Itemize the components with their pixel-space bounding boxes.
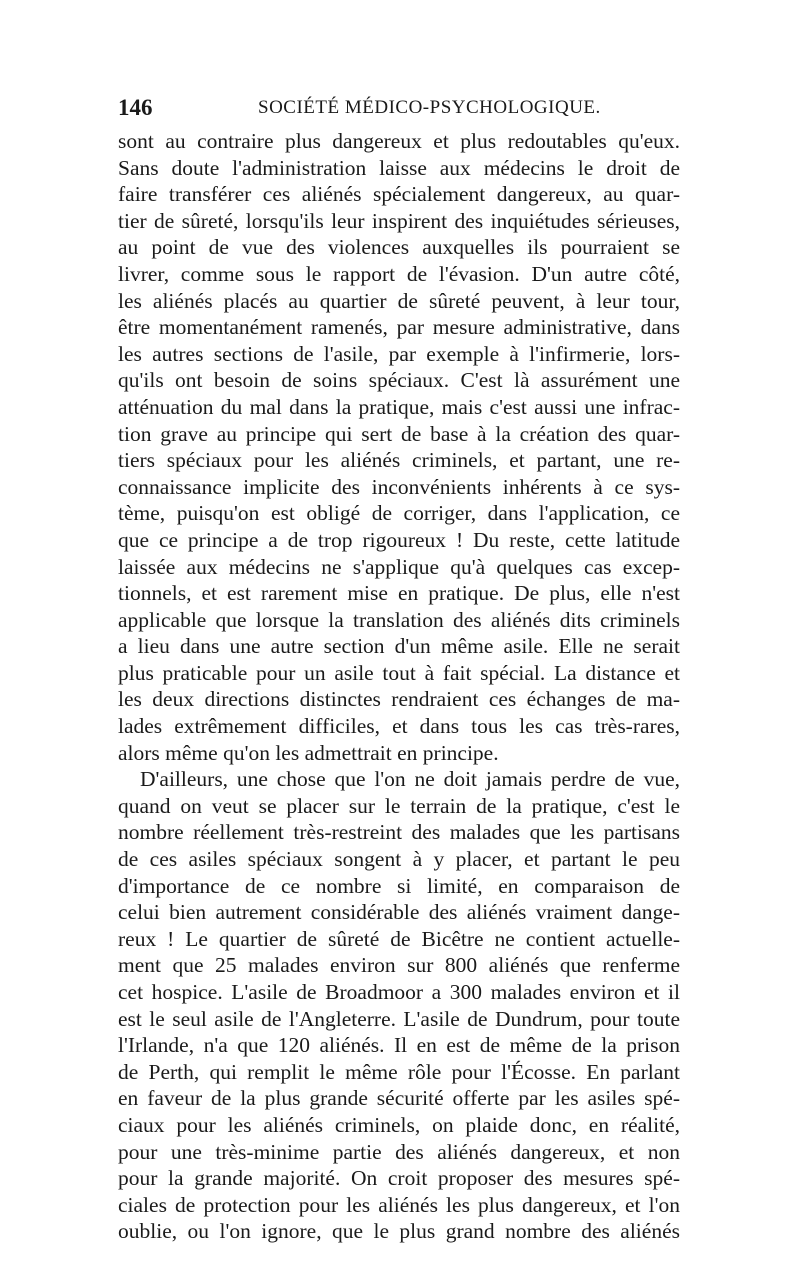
text-line: ciaux pour les aliénés criminels, on plaide donc, en réalité, xyxy=(118,1112,680,1137)
text-line: est le seul asile de l'Angleterre. L'asile de Dundrum, pour toute xyxy=(118,1006,680,1031)
text-line: ment que 25 malades environ sur 800 aliénés que renferme xyxy=(118,953,680,978)
text-line: plus praticable pour un asile tout à fait spécial. La distance et xyxy=(118,660,680,685)
text-line: de ces asiles spéciaux songent à y placer, et partant le peu xyxy=(118,847,680,872)
text-line: les autres sections de l'asile, par exemple à l'infirmerie, lors- xyxy=(118,341,680,366)
text-line: laissée aux médecins ne s'applique qu'à quelques cas excep- xyxy=(118,554,680,579)
text-line: quand on veut se placer sur le terrain de la pratique, c'est le xyxy=(118,793,680,818)
page-number: 146 xyxy=(118,95,153,120)
text-line: reux ! Le quartier de sûreté de Bicêtre ne contient actuelle- xyxy=(118,926,680,951)
running-head xyxy=(118,88,680,128)
text-line: d'importance de ce nombre si limité, en comparaison de xyxy=(118,873,680,898)
text-line: nombre réellement très-restreint des malades que les partisans xyxy=(118,820,680,845)
paragraph-2 xyxy=(118,766,680,1245)
text-line: être momentanément ramenés, par mesure administrative, dans xyxy=(118,315,680,340)
body-text xyxy=(118,128,680,1245)
text-line: Sans doute l'administration laisse aux médecins le droit de xyxy=(118,155,680,180)
text-line: atténuation du mal dans la pratique, mais c'est aussi une infrac- xyxy=(118,394,680,419)
journal-title: SOCIÉTÉ MÉDICO-PSYCHOLOGIQUE. xyxy=(258,97,601,118)
text-line: qu'ils ont besoin de soins spéciaux. C'est là assurément une xyxy=(118,368,680,393)
book-page xyxy=(118,88,680,1245)
text-line: tier de sûreté, lorsqu'ils leur inspirent des inquiétudes sérieuses, xyxy=(118,208,680,233)
text-line: tiers spéciaux pour les aliénés criminels, et partant, une re- xyxy=(118,448,680,473)
text-line: tion grave au principe qui sert de base à la création des quar- xyxy=(118,421,680,446)
text-line: tionnels, et est rarement mise en pratique. De plus, elle n'est xyxy=(118,581,680,606)
text-line: que ce principe a de trop rigoureux ! Du reste, cette latitude xyxy=(118,527,680,552)
text-line: tème, puisqu'on est obligé de corriger, dans l'application, ce xyxy=(118,501,680,526)
text-line: oublie, ou l'on ignore, que le plus grand nombre des aliénés xyxy=(118,1219,680,1244)
text-line: les deux directions distinctes rendraient ces échanges de ma- xyxy=(118,687,680,712)
paragraph-1 xyxy=(118,128,680,766)
text-line: sont au contraire plus dangereux et plus redoutables qu'eux. xyxy=(118,129,680,153)
text-line: les aliénés placés au quartier de sûreté peuvent, à leur tour, xyxy=(118,288,680,313)
text-line: pour la grande majorité. On croit proposer des mesures spé- xyxy=(118,1166,680,1191)
text-line: de Perth, qui remplit le même rôle pour l'Écosse. En parlant xyxy=(118,1059,680,1084)
text-line: connaissance implicite des inconvénients inhérents à ce sys- xyxy=(118,474,680,499)
text-line: en faveur de la plus grande sécurité offerte par les asiles spé- xyxy=(118,1086,680,1111)
text-line: pour une très-minime partie des aliénés dangereux, et non xyxy=(118,1139,680,1164)
text-line: a lieu dans une autre section d'un même asile. Elle ne serait xyxy=(118,634,680,659)
text-line: lades extrêmement difficiles, et dans tous les cas très-rares, xyxy=(118,714,680,739)
text-line: ciales de protection pour les aliénés les plus dangereux, et l'on xyxy=(118,1192,680,1217)
text-line: au point de vue des violences auxquelles ils pourraient se xyxy=(118,235,680,260)
text-line: livrer, comme sous le rapport de l'évasion. D'un autre côté, xyxy=(118,261,680,286)
text-line: applicable que lorsque la translation des aliénés dits criminels xyxy=(118,607,680,632)
text-line: celui bien autrement considérable des aliénés vraiment dange- xyxy=(118,900,680,925)
text-line: cet hospice. L'asile de Broadmoor a 300 malades environ et il xyxy=(118,980,680,1004)
text-line: faire transférer ces aliénés spécialement dangereux, au quar- xyxy=(118,182,680,207)
text-line: D'ailleurs, une chose que l'on ne doit jamais perdre de vue, xyxy=(140,767,680,792)
text-line: l'Irlande, n'a que 120 aliénés. Il en est de même de la prison xyxy=(118,1033,680,1058)
text-line: alors même qu'on les admettrait en principe. xyxy=(118,740,499,765)
